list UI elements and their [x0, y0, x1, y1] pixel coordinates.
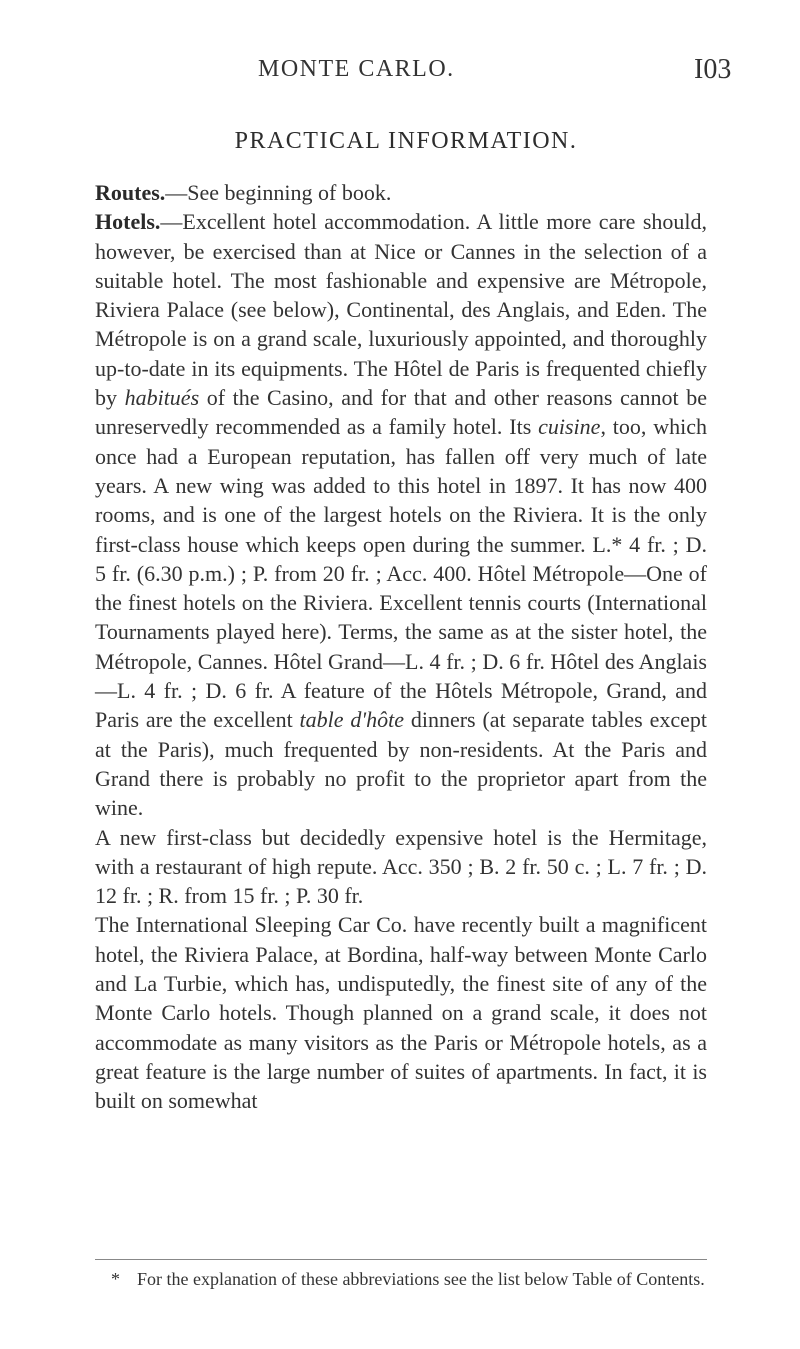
hotels-text-part3: , too, which once had a European reputation, has fallen off very much of late years. A new wing was added to this hotel in 1897. It has now 400 rooms, and is one of the largest hotels on the Riviera. It is the only first-class house which keeps open during the summer. L.* 4 fr. ; D. 5 fr. (6.30 p.m.) ; P. from 20 fr. ; Acc. 400. Hôtel Métropole—One of the finest hotels on the Riviera. Excellent tennis courts (International Tournaments played here). Terms, the same as at the sister hotel, the Métropole, Cannes. Hôtel Grand—L. 4 fr. ; D. 6 fr. Hôtel des Anglais—L. 4 fr. ; D. 6 fr. A feature of the Hôtels Métropole, Grand, and Paris are the excellent: [95, 414, 707, 733]
footnote-text: For the explanation of these abbreviations see the list below Table of Contents.: [137, 1269, 705, 1289]
hotels-italic-cuisine: cuisine: [538, 414, 601, 440]
routes-paragraph: [95, 178, 707, 207]
riviera-palace-paragraph: The International Sleeping Car Co. have recently built a magnificent hotel, the Riviera Palace, at Bordina, half-way between Monte Carlo and La Turbie, which has, undisputedly, the finest site of any of the Monte Carlo hotels. Though planned on a grand scale, it does not accommodate as many visitors as the Paris or Métropole hotels, as a great feature is the large number of suites of apartments. In fact, it is built on somewhat: [95, 912, 707, 1114]
hotels-italic-table-dhote: table d'hôte: [299, 707, 404, 733]
footnote: [95, 1268, 707, 1291]
running-title: MONTE CARLO.: [258, 56, 455, 82]
hotels-paragraph: [95, 207, 707, 822]
hotels-text-part1: —Excellent hotel accommodation. A little more care should, however, be exercised than at Nice or Cannes in the selection of a suitable hotel. The most fashionable and expensive are Métropole, Riviera Palace (see below), Continental, des Anglais, and Eden. The Métropole is on a grand scale, luxuriously appointed, and thoroughly up-to-date in its equipments. The Hôtel de Paris is frequented chiefly by: [95, 209, 707, 411]
hotels-text-part4: dinners (at separate tables except at the Paris), much frequented by non-residents. At the Paris and Grand there is probably no profit to the proprietor apart from the wine.: [95, 707, 707, 821]
hermitage-paragraph: A new first-class but decidedly expensive hotel is the Hermitage, with a restaurant of high repute. Acc. 350 ; B. 2 fr. 50 c. ; L. 7 fr. ; D. 12 fr. ; R. from 15 fr. ; P. 30 fr.: [95, 824, 707, 909]
hotels-lead: Hotels.: [95, 209, 161, 235]
section-heading: PRACTICAL INFORMATION.: [234, 128, 578, 154]
hotels-italic-habitues: habitués: [124, 385, 200, 411]
footnote-mark: *: [111, 1269, 120, 1289]
hotels-text-part2: of the Casino, and for that and other reasons cannot be unreservedly recommended as a family hotel. Its: [95, 385, 708, 440]
running-head: [0, 56, 800, 96]
footnote-divider: [95, 1259, 707, 1260]
routes-text: —See beginning of book.: [165, 180, 392, 205]
body-text: [95, 178, 707, 1116]
routes-lead: Routes.: [95, 180, 166, 205]
page-number: I03: [694, 54, 732, 85]
